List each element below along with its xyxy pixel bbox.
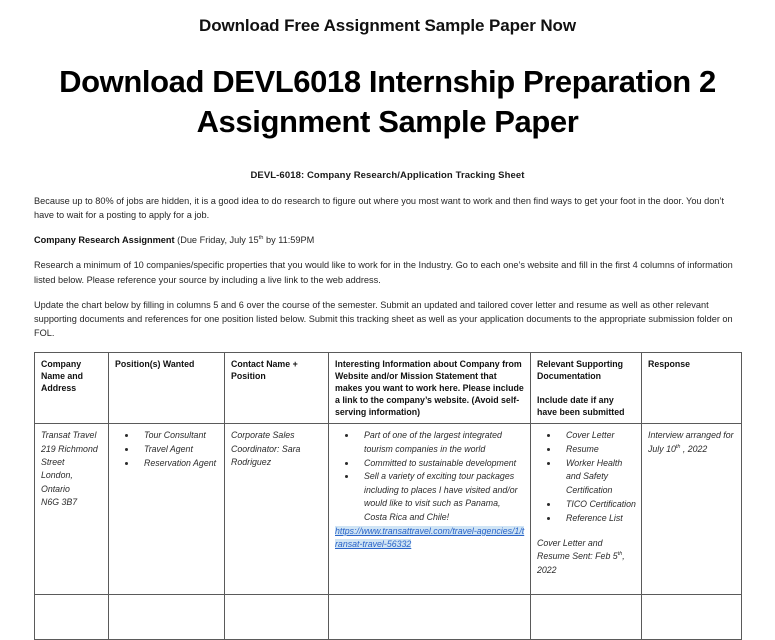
cell-positions-wanted — [109, 424, 225, 595]
company-website-link-wrapper — [335, 525, 525, 551]
document-body — [0, 170, 775, 640]
response-text-superscript: th — [675, 443, 681, 450]
list-item: • Tour Consultant — [137, 429, 219, 442]
company-name: Transat Travel — [41, 430, 97, 441]
cell-contact-name-position: Corporate Sales Coordinator: Sara Rodriguez — [225, 424, 329, 595]
cell-positions-wanted — [109, 595, 225, 640]
documentation-sent-note — [537, 537, 636, 577]
assignment-due-superscript: th — [258, 235, 264, 242]
header-response: Response — [642, 352, 742, 424]
cell-interesting-information — [329, 424, 531, 595]
header-documentation-line-1: Relevant Supporting Documentation — [537, 358, 624, 381]
cell-contact-name-position — [225, 595, 329, 640]
assignment-due-pre: (Due Friday, July 15 — [174, 235, 259, 246]
list-item: • Resume — [559, 443, 636, 456]
list-item: • TICO Certification — [559, 498, 636, 511]
documentation-sent-note-post: , 2022 — [537, 551, 625, 575]
list-item: • Part of one of the largest integrated tourism companies in the world — [357, 429, 525, 456]
assignment-due-post: by 11:59PM — [263, 235, 315, 246]
list-item: • Sell a variety of exciting tour packages including to places I have visited and/or would like to visit such as Panama, Costa Rica and Chile! — [357, 470, 525, 523]
cell-interesting-information — [329, 595, 531, 640]
documentation-list — [537, 429, 636, 525]
header-contact-name-position: Contact Name + Position — [225, 352, 329, 424]
list-item: • Worker Health and Safety Certification — [559, 457, 636, 497]
header-company-name-address: Company Name and Address — [35, 352, 109, 424]
response-text-post: , 2022 — [680, 443, 708, 454]
table-row — [35, 424, 742, 595]
documentation-sent-note-superscript: th — [617, 551, 623, 558]
intro-paragraph: Because up to 80% of jobs are hidden, it is a good idea to do research to figure out where you most want to work and then find ways to get your foot in the door. You don’t have to wait for a posting to apply for a job. — [34, 195, 725, 220]
documentation-sent-note-pre: Cover Letter and Resume Sent: Feb 5 — [537, 537, 618, 562]
list-item: • Reservation Agent — [137, 457, 219, 470]
cell-company-name-address — [35, 595, 109, 640]
table-body — [35, 424, 742, 640]
page-title: Download DEVL6018 Internship Preparation 2 Assignment Sample Paper — [59, 64, 716, 140]
list-item: • Reference List — [559, 512, 636, 525]
table-header-row — [35, 352, 742, 424]
list-item: • Cover Letter — [559, 429, 636, 442]
header-documentation-line-2: Include date if any have been submitted — [537, 395, 625, 418]
company-address-line-1: 219 Richmond Street — [41, 443, 98, 468]
instructions-paragraph-1: Research a minimum of 10 companies/specific properties that you would like to work for in the Industry. Go to each one’s website and fill in the first 4 columns of information listed below. Please reference your source by including a live link to the web address. — [34, 260, 733, 285]
promo-subheading: Download Free Assignment Sample Paper Now — [199, 16, 576, 35]
company-address-line-2: London, Ontario — [41, 470, 73, 494]
information-list — [335, 429, 525, 524]
tracking-table — [34, 352, 742, 640]
instructions-paragraph-2: Update the chart below by filling in columns 5 and 6 over the course of the semester. Submit an updated and tailored cover letter and resume as well as other relevant supporting documents and references for one position listed below. Submit this tracking sheet as well as your application documents to the appropriate submission folder on FOL. — [34, 299, 733, 339]
cell-relevant-supporting-documentation — [531, 595, 642, 640]
positions-list — [115, 429, 219, 470]
header-positions-wanted: Position(s) Wanted — [109, 352, 225, 424]
assignment-due-line — [34, 233, 741, 247]
cell-response — [642, 424, 742, 595]
list-item: • Committed to sustainable development — [357, 457, 525, 470]
cell-relevant-supporting-documentation — [531, 424, 642, 595]
response-text-pre: Interview arranged for July 10 — [648, 430, 734, 454]
assignment-label: Company Research Assignment — [34, 235, 175, 246]
table-header — [35, 352, 742, 424]
header-relevant-supporting-documentation — [531, 352, 642, 424]
document-title: DEVL-6018: Company Research/Application Tracking Sheet — [250, 169, 525, 181]
table-row — [35, 595, 742, 640]
company-website-link[interactable]: https://www.transattravel.com/travel-agencies/1/transat-travel-56332 — [335, 525, 525, 550]
promo-header — [0, 0, 775, 142]
cell-response — [642, 595, 742, 640]
company-postal-code: N6G 3B7 — [41, 497, 78, 508]
list-item: • Travel Agent — [137, 443, 219, 456]
header-interesting-information: Interesting Information about Company from Website and/or Mission Statement that makes you want to work here. Please include a link to the company’s website. (Avoid self-serving information) — [329, 352, 531, 424]
cell-company-name-address — [35, 424, 109, 595]
